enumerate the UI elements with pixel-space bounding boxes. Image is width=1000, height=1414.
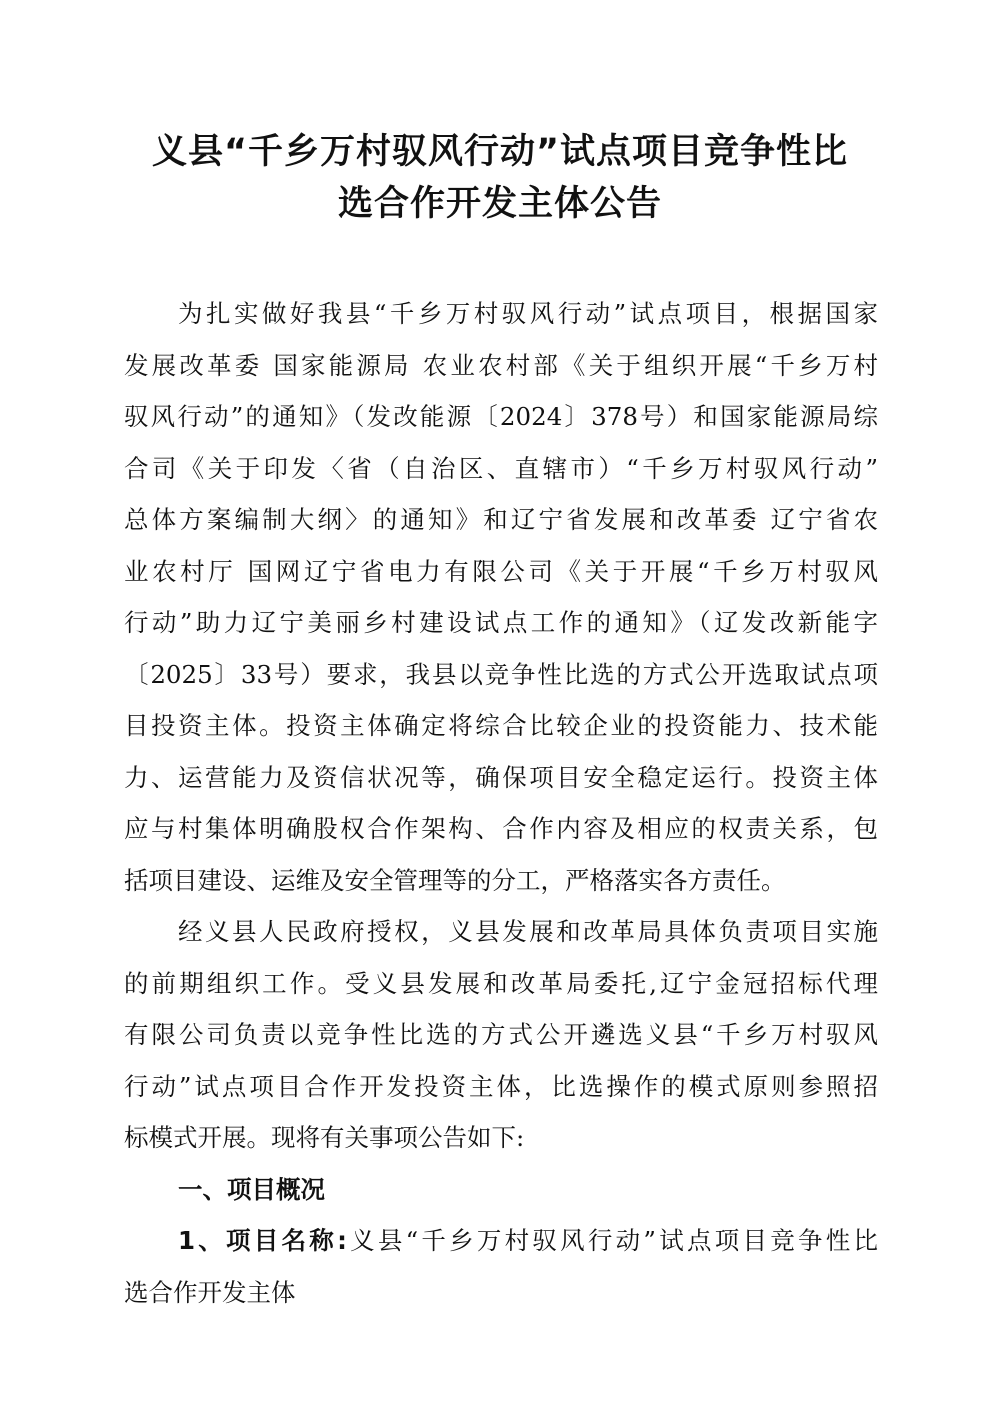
text-line: 行动”助力辽宁美丽乡村建设试点工作的通知》（辽发改新能字 bbox=[124, 608, 878, 637]
text-line: 总体方案编制大纲〉的通知》和辽宁省发展和改革委 辽宁省农 bbox=[124, 505, 878, 534]
text-line: 标模式开展。现将有关事项公告如下: bbox=[124, 1123, 525, 1152]
text-line: 〔2025〕33号）要求，我县以竞争性比选的方式公开选取试点项 bbox=[124, 659, 878, 689]
text-line: 业农村厅 国网辽宁省电力有限公司《关于开展“千乡万村驭风 bbox=[124, 556, 878, 586]
item-project-name bbox=[124, 1215, 878, 1318]
title-line: 义县“千乡万村驭风行动”试点项目竞争性比 bbox=[151, 132, 848, 172]
document-title bbox=[110, 126, 890, 230]
text-line: 力、运营能力及资信状况等，确保项目安全稳定运行。投资主体 bbox=[124, 762, 878, 792]
text-line: 驭风行动”的通知》（发改能源〔2024〕378号）和国家能源局综 bbox=[124, 402, 878, 431]
text-line: 括项目建设、运维及安全管理等的分工，严格落实各方责任。 bbox=[124, 865, 786, 895]
text-line: 发展改革委 国家能源局 农业农村部《关于组织开展“千乡万村 bbox=[124, 350, 878, 380]
text-line: 为扎实做好我县“千乡万村驭风行动”试点项目，根据国家 bbox=[178, 299, 878, 328]
text-line: 合司《关于印发〈省（自治区、直辖市）“千乡万村驭风行动” bbox=[124, 453, 878, 483]
section-heading: 一、项目概况 bbox=[178, 1174, 325, 1204]
document-body bbox=[124, 288, 878, 1318]
item-label: 1、项目名称: bbox=[178, 1226, 347, 1255]
item-value: 义县“千乡万村驭风行动”试点项目竞争性比 bbox=[346, 1226, 878, 1255]
text-line: 目投资主体。投资主体确定将综合比较企业的投资能力、技术能 bbox=[124, 711, 878, 740]
text-line: 行动”试点项目合作开发投资主体，比选操作的模式原则参照招 bbox=[124, 1071, 878, 1101]
text-line: 有限公司负责以竞争性比选的方式公开遴选义县“千乡万村驭风 bbox=[124, 1020, 878, 1049]
text-line: 的前期组织工作。受义县发展和改革局委托,辽宁金冠招标代理 bbox=[124, 968, 878, 998]
text-line bbox=[124, 1215, 878, 1267]
title-line: 选合作开发主体公告 bbox=[337, 184, 662, 224]
paragraph-authorization bbox=[124, 906, 878, 1164]
text-line: 选合作开发主体 bbox=[124, 1277, 296, 1307]
text-line: 应与村集体明确股权合作架构、合作内容及相应的权责关系，包 bbox=[124, 814, 878, 843]
paragraph-intro bbox=[124, 288, 878, 906]
text-line: 经义县人民政府授权，义县发展和改革局具体负责项目实施 bbox=[178, 917, 878, 946]
